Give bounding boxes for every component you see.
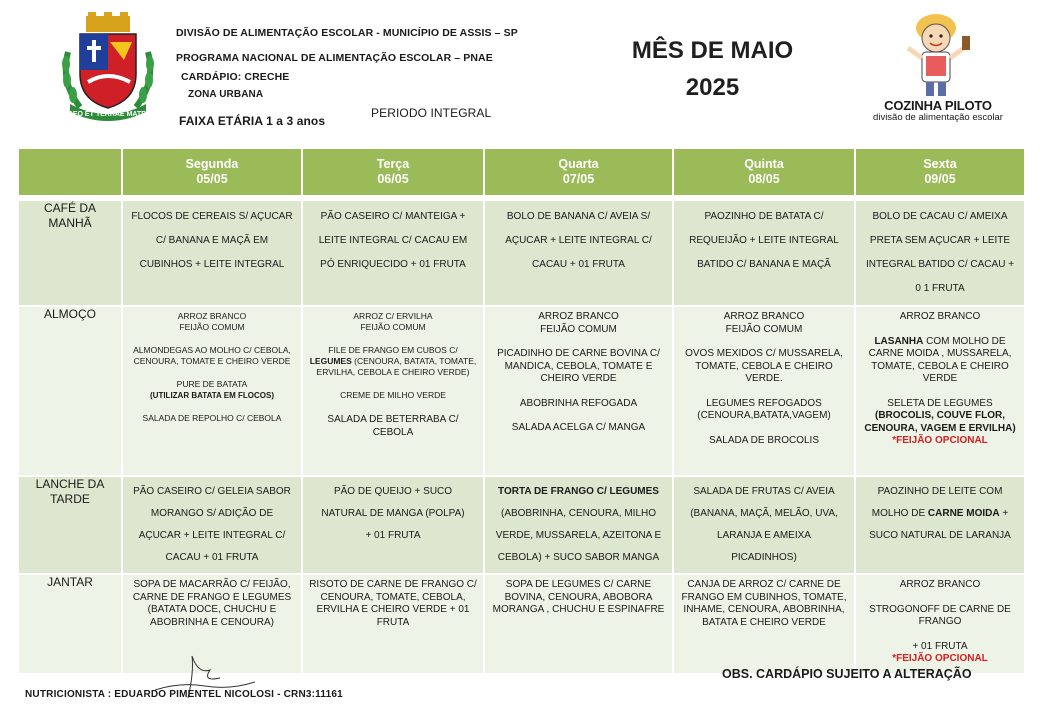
day-header-friday: Sexta 09/05	[855, 148, 1025, 196]
crest-motto: DEO ET TERRAE MATRI	[67, 111, 149, 118]
cell-snack-thursday: SALADA DE FRUTAS C/ AVEIA (BANANA, MAÇÃ, MELÃO, UVA, LARANJA E AMEIXA PICADINHOS)	[673, 476, 855, 574]
header-faixa-etaria: FAIXA ETÁRIA 1 a 3 anos	[179, 114, 326, 128]
meal-label-snack: LANCHE DA TARDE	[18, 476, 122, 574]
header-cardapio: CARDÁPIO: CRECHE	[181, 71, 290, 83]
menu-change-notice: OBS. CARDÁPIO SUJEITO A ALTERAÇÃO	[722, 667, 972, 681]
cell-lunch-wednesday: ARROZ BRANCO FEIJÃO COMUM PICADINHO DE CARNE BOVINA C/ MANDICA, CEBOLA, TOMATE E CHEIRO VERDE ABOBRINHA REFOGADA SALADA ACELGA C/ MANGA	[484, 306, 673, 476]
cell-snack-monday: PÃO CASEIRO C/ GELEIA SABOR MORANGO S/ ADIÇÃO DE AÇUCAR + LEITE INTEGRAL C/ CACAU + 01 FRUTA	[122, 476, 302, 574]
table-header-row	[18, 148, 1025, 196]
cell-lunch-tuesday: ARROZ C/ ERVILHA FEIJÃO COMUM FILE DE FRANGO EM CUBOS C/ LEGUMES (CENOURA, BATATA, TOMATE, ERVILHA, CEBOLA E CHEIRO VERDE) CREME DE MILHO VERDE SALADA DE BETERRABA C/ CEBOLA	[302, 306, 484, 476]
meal-label-lunch: ALMOÇO	[18, 306, 122, 476]
cell-breakfast-monday: FLOCOS DE CEREAIS S/ AÇUCAR C/ BANANA E MAÇÃ EM CUBINHOS + LEITE INTEGRAL	[122, 200, 302, 306]
cell-lunch-friday: ARROZ BRANCO LASANHA COM MOLHO DE CARNE MOIDA , MUSSARELA, TOMATE, CEBOLA E CHEIRO VERDE SELETA DE LEGUMES (BROCOLIS, COUVE FLOR, CENOURA, VAGEM E ERVILHA) *FEIJÃO OPCIONAL	[855, 306, 1025, 476]
menu-table	[17, 147, 1026, 675]
cell-dinner-wednesday: SOPA DE LEGUMES C/ CARNE BOVINA, CENOURA, ABOBORA MORANGA , CHUCHU E ESPINAFRE	[484, 574, 673, 674]
meal-label-breakfast: CAFÉ DA MANHÃ	[18, 200, 122, 306]
cell-lunch-monday: ARROZ BRANCO FEIJÃO COMUM ALMONDEGAS AO MOLHO C/ CEBOLA, CENOURA, TOMATE E CHEIRO VERDE PURE DE BATATA (UTILIZAR BATATA EM FLOCOS) SALADA DE REPOLHO C/ CEBOLA	[122, 306, 302, 476]
optional-bean-note: *FEIJÃO OPCIONAL	[892, 653, 988, 664]
nutritionist-credit: NUTRICIONISTA : EDUARDO PIMENTEL NICOLOSI - CRN3:11161	[25, 689, 343, 700]
logo-title: COZINHA PILOTO	[884, 98, 992, 113]
cell-dinner-thursday: CANJA DE ARROZ C/ CARNE DE FRANGO EM CUBINHOS, TOMATE, INHAME, CENOURA, ABOBRINHA, BATATA E CHEIRO VERDE	[673, 574, 855, 674]
day-header-wednesday: Quarta 07/05	[484, 148, 673, 196]
table-row-breakfast	[18, 200, 1025, 306]
table-row-lunch	[18, 306, 1025, 476]
cell-dinner-tuesday: RISOTO DE CARNE DE FRANGO C/ CENOURA, TOMATE, CEBOLA, ERVILHA E CHEIRO VERDE + 01 FRUTA	[302, 574, 484, 674]
meal-label-dinner: JANTAR	[18, 574, 122, 674]
header-line-program: PROGRAMA NACIONAL DE ALIMENTAÇÃO ESCOLAR – PNAE	[176, 52, 493, 64]
cell-snack-wednesday: TORTA DE FRANGO C/ LEGUMES (ABOBRINHA, CENOURA, MILHO VERDE, MUSSARELA, AZEITONA E CEBOLA) + SUCO SABOR MANGA	[484, 476, 673, 574]
header-periodo: PERIODO INTEGRAL	[371, 106, 492, 120]
logo-subtitle: divisão de alimentação escolar	[873, 112, 1003, 123]
cell-breakfast-thursday: PAOZINHO DE BATATA C/ REQUEIJÃO + LEITE INTEGRAL BATIDO C/ BANANA E MAÇÃ	[673, 200, 855, 306]
cell-snack-friday: PAOZINHO DE LEITE COM MOLHO DE CARNE MOIDA + SUCO NATURAL DE LARANJA	[855, 476, 1025, 574]
header-line-division: DIVISÃO DE ALIMENTAÇÃO ESCOLAR - MUNICÍPIO DE ASSIS – SP	[176, 27, 518, 39]
year-label: 2025	[685, 74, 740, 101]
day-header-thursday: Quinta 08/05	[673, 148, 855, 196]
header-corner	[18, 148, 122, 196]
header-zona: ZONA URBANA	[188, 89, 264, 100]
cell-lunch-thursday: ARROZ BRANCO FEIJÃO COMUM OVOS MEXIDOS C/ MUSSARELA, TOMATE, CEBOLA E CHEIRO VERDE. LEGUMES REFOGADOS (CENOURA,BATATA,VAGEM) SALADA DE BROCOLIS	[673, 306, 855, 476]
month-label: MÊS DE MAIO	[631, 37, 794, 64]
cell-breakfast-tuesday: PÃO CASEIRO C/ MANTEIGA + LEITE INTEGRAL C/ CACAU EM PÓ ENRIQUECIDO + 01 FRUTA	[302, 200, 484, 306]
day-header-tuesday: Terça 06/05	[302, 148, 484, 196]
table-row-snack	[18, 476, 1025, 574]
municipal-crest	[58, 12, 158, 124]
optional-bean-note: *FEIJÃO OPCIONAL	[892, 435, 988, 446]
day-header-monday: Segunda 05/05	[122, 148, 302, 196]
cell-breakfast-wednesday: BOLO DE BANANA C/ AVEIA S/ AÇUCAR + LEITE INTEGRAL C/ CACAU + 01 FRUTA	[484, 200, 673, 306]
cell-breakfast-friday: BOLO DE CACAU C/ AMEIXA PRETA SEM AÇUCAR + LEITE INTEGRAL BATIDO C/ CACAU + 0 1 FRUTA	[855, 200, 1025, 306]
cell-dinner-friday: ARROZ BRANCO STROGONOFF DE CARNE DE FRANGO + 01 FRUTA *FEIJÃO OPCIONAL	[855, 574, 1025, 674]
cell-dinner-monday: SOPA DE MACARRÃO C/ FEIJÃO, CARNE DE FRANGO E LEGUMES (BATATA DOCE, CHUCHU E ABOBRINHA E CENOURA)	[122, 574, 302, 674]
page-title	[595, 32, 830, 106]
cell-snack-tuesday: PÃO DE QUEIJO + SUCO NATURAL DE MANGA (POLPA) + 01 FRUTA	[302, 476, 484, 574]
